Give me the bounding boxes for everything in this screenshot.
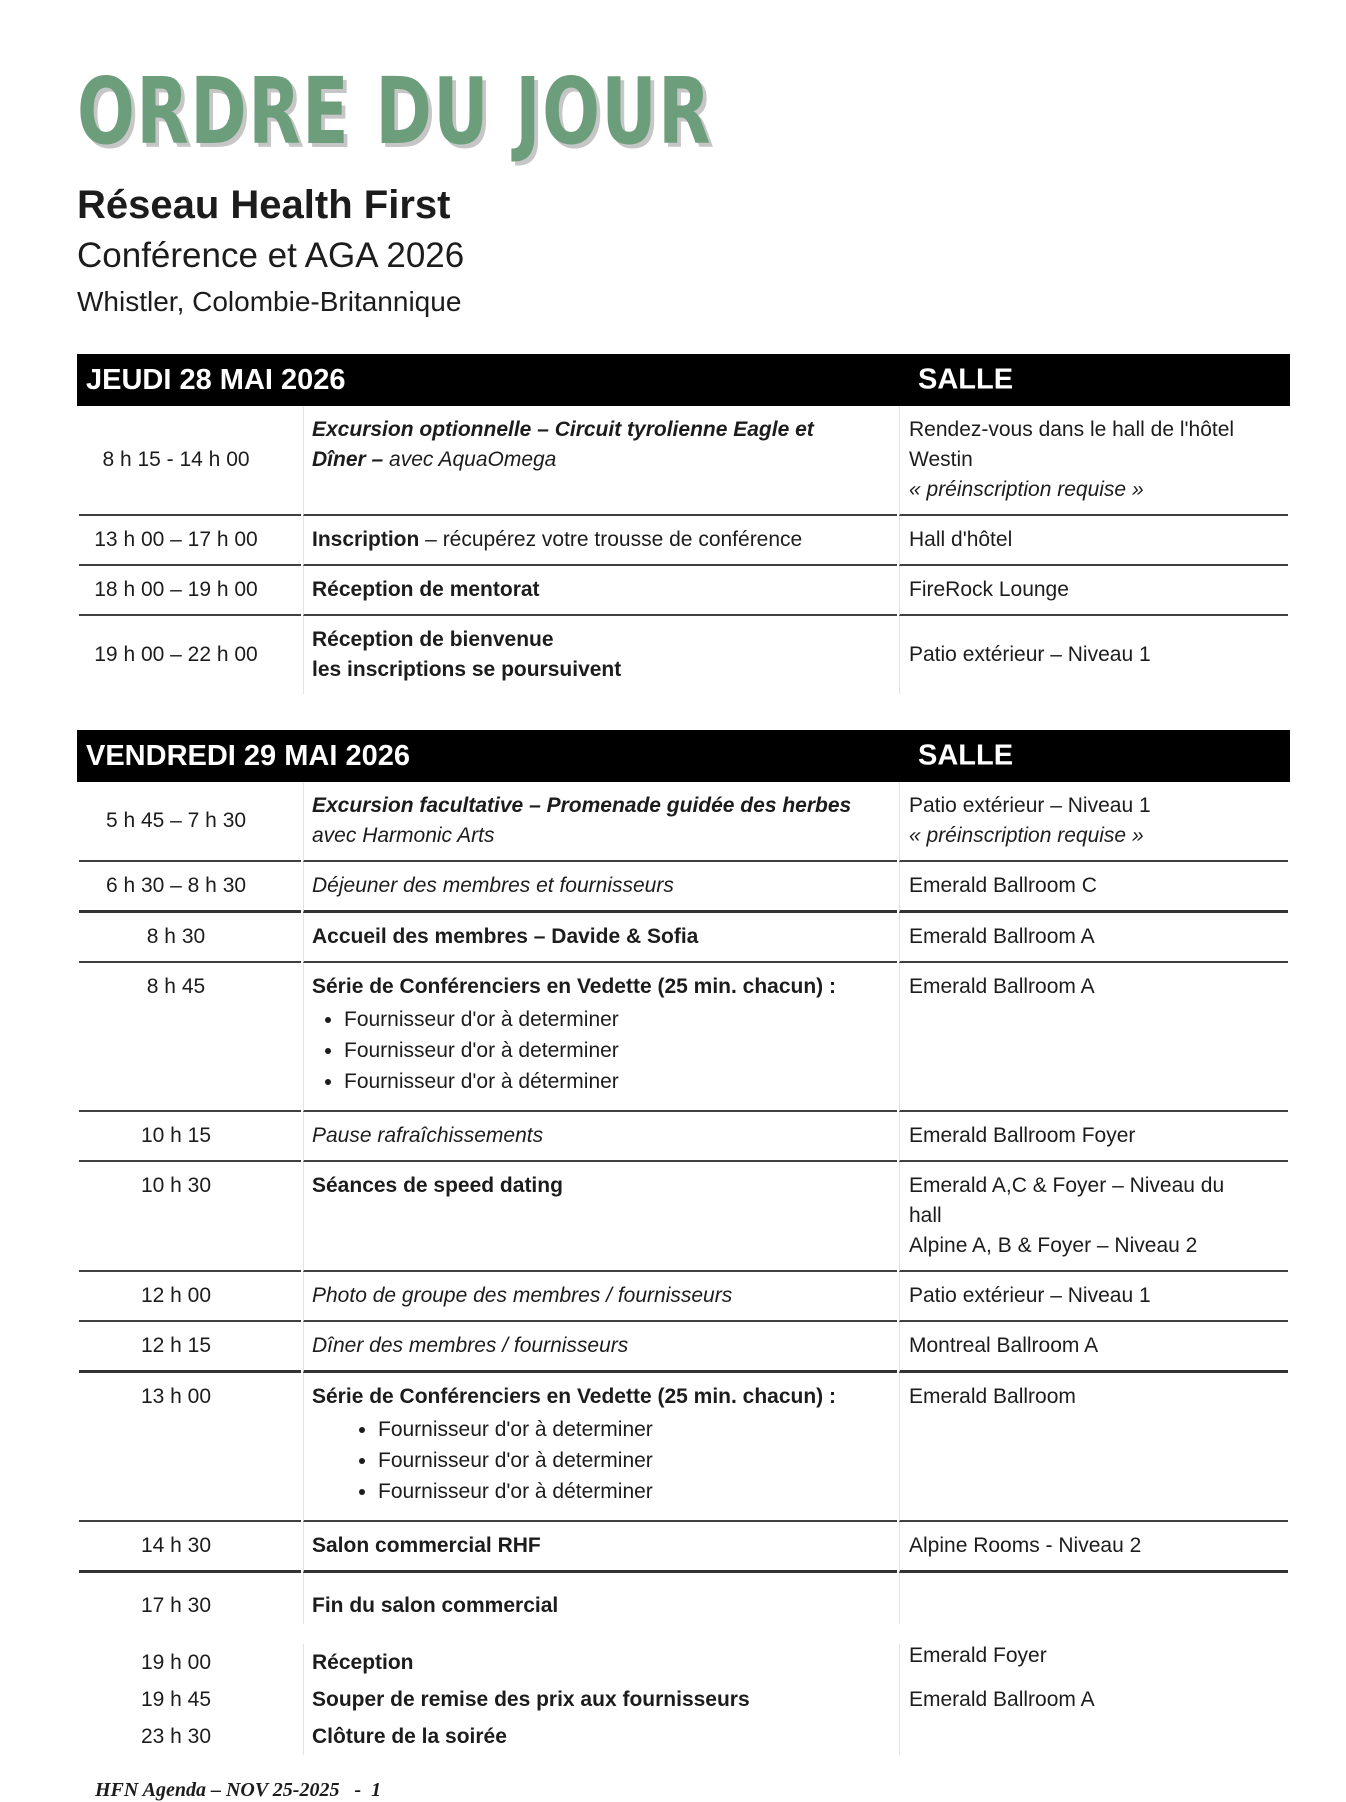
salle-cell <box>899 1322 1288 1373</box>
agenda-row <box>79 406 1288 516</box>
salle-column-header: SALLE <box>918 739 1014 772</box>
text-segment: Montreal Ballroom A <box>909 1334 1099 1358</box>
salle-cell <box>899 862 1288 913</box>
text-segment: Emerald Ballroom C <box>909 874 1097 898</box>
text-segment: Emerald A,C & Foyer – Niveau du <box>909 1174 1225 1198</box>
description-cell <box>303 1373 897 1522</box>
time-cell: 14 h 30 <box>79 1522 301 1573</box>
time-cell: 23 h 30 <box>140 1725 212 1749</box>
day-title: VENDREDI 29 MAI 2026 <box>86 739 410 772</box>
text-segment: Accueil des membres – Davide & Sofia <box>312 925 699 949</box>
day-title: JEUDI 28 MAI 2026 <box>86 363 346 396</box>
text-segment: Alpine A, B & Foyer – Niveau 2 <box>909 1234 1198 1258</box>
text-segment: Réception de mentorat <box>312 578 540 602</box>
agenda-row <box>79 1162 1288 1272</box>
salle-column-header: SALLE <box>918 363 1014 396</box>
time-cell: 12 h 00 <box>79 1272 301 1322</box>
description-cell <box>303 1718 897 1755</box>
text-line <box>909 475 1282 505</box>
time-cell: 13 h 00 – 17 h 00 <box>79 516 301 566</box>
text-line <box>312 1646 891 1679</box>
text-line <box>312 445 891 475</box>
description-cell <box>303 862 897 913</box>
text-line <box>909 525 1282 555</box>
text-segment: – récupérez votre trousse de conférence <box>419 528 803 552</box>
text-segment: Alpine Rooms - Niveau 2 <box>909 1534 1142 1558</box>
text-segment: « préinscription requise » <box>909 824 1144 848</box>
day-header-bar <box>77 354 1290 406</box>
text-segment: Emerald Ballroom A <box>909 925 1095 949</box>
text-line <box>909 922 1282 952</box>
text-line <box>909 1281 1282 1311</box>
text-line <box>312 1121 891 1151</box>
text-line <box>909 791 1282 821</box>
description-cell <box>303 963 897 1112</box>
agenda-row <box>79 1112 1288 1162</box>
salle-cell <box>899 1272 1288 1322</box>
text-line <box>312 1531 891 1561</box>
agenda-row <box>79 963 1288 1112</box>
bullet-item: • Fournisseur d'or à determiner <box>378 1445 891 1476</box>
salle-cell <box>899 1681 1288 1718</box>
description-cell <box>303 516 897 566</box>
text-line <box>909 640 1282 670</box>
salle-cell <box>899 1522 1288 1573</box>
text-segment: Emerald Ballroom <box>909 1385 1076 1409</box>
text-segment: Série de Conférenciers en Vedette (25 min. chacun) : <box>312 1385 837 1409</box>
agenda-row <box>79 616 1288 694</box>
salle-cell <box>899 616 1288 694</box>
description-cell <box>303 913 897 963</box>
salle-cell <box>899 406 1288 516</box>
description-cell <box>303 1162 897 1272</box>
text-line <box>312 1589 891 1622</box>
salle-cell <box>899 1112 1288 1162</box>
page-title: ORDRE DU JOUR <box>77 58 713 165</box>
description-cell <box>303 1272 897 1322</box>
text-line <box>909 1201 1282 1231</box>
text-segment: Patio extérieur – Niveau 1 <box>909 1284 1151 1308</box>
day-header-bar <box>77 730 1290 782</box>
description-cell <box>303 782 897 862</box>
text-segment: Fin du salon commercial <box>312 1594 559 1618</box>
text-segment: Souper de remise des prix aux fournisseurs <box>312 1688 750 1712</box>
text-line <box>312 1281 891 1311</box>
spacer-cell <box>303 1624 897 1644</box>
text-segment: Rendez-vous dans le hall de l'hôtel <box>909 418 1235 442</box>
time-cell: 17 h 30 <box>140 1594 212 1618</box>
time-cell: 6 h 30 – 8 h 30 <box>79 862 301 913</box>
text-line <box>312 525 891 555</box>
time-cell: 19 h 00 <box>140 1651 212 1675</box>
text-segment: les inscriptions se poursuivent <box>312 658 622 682</box>
salle-cell <box>899 1162 1288 1272</box>
description-cell <box>303 1644 897 1681</box>
text-line <box>909 1121 1282 1151</box>
text-segment: Pause rafraîchissements <box>312 1124 544 1148</box>
description-cell <box>303 406 897 516</box>
text-segment: Emerald Ballroom A <box>909 1688 1095 1712</box>
time-cell: 8 h 15 - 14 h 00 <box>79 406 301 516</box>
bullet-item: • Fournisseur d'or à determiner <box>344 1004 891 1035</box>
text-segment: Clôture de la soirée <box>312 1725 507 1749</box>
text-line <box>312 1331 891 1361</box>
text-segment: avec Harmonic Arts <box>312 824 495 848</box>
agenda-row <box>79 913 1288 963</box>
text-line <box>312 625 891 655</box>
bullet-item: • Fournisseur d'or à déterminer <box>378 1476 891 1507</box>
bullet-list <box>312 1004 891 1097</box>
time-cell: 5 h 45 – 7 h 30 <box>79 782 301 862</box>
text-line <box>909 1683 1282 1716</box>
text-segment: Westin <box>909 448 973 472</box>
time-cell: 18 h 00 – 19 h 00 <box>79 566 301 616</box>
time-cell: 12 h 15 <box>79 1322 301 1373</box>
agenda-row <box>79 1681 1288 1718</box>
bullet-item: • Fournisseur d'or à déterminer <box>344 1066 891 1097</box>
text-line <box>909 415 1282 445</box>
salle-cell <box>899 782 1288 862</box>
bullet-item: • Fournisseur d'or à determiner <box>344 1035 891 1066</box>
day-section-vendredi <box>77 730 1290 1755</box>
text-segment: FireRock Lounge <box>909 578 1069 602</box>
text-line <box>312 972 891 1002</box>
text-segment: Patio extérieur – Niveau 1 <box>909 643 1151 667</box>
text-segment: Salon commercial RHF <box>312 1534 541 1558</box>
time-cell: 19 h 45 <box>140 1688 212 1712</box>
text-line <box>312 575 891 605</box>
text-segment: « préinscription requise » <box>909 478 1144 502</box>
text-segment: Dîner des membres / fournisseurs <box>312 1334 629 1358</box>
text-line <box>909 1639 1282 1672</box>
agenda-row <box>79 1573 1288 1624</box>
salle-cell <box>899 516 1288 566</box>
text-segment: Dîner – <box>312 448 384 472</box>
text-line <box>312 655 891 685</box>
text-line <box>312 1720 891 1753</box>
text-segment: Excursion optionnelle – Circuit tyrolienne Eagle et <box>312 418 814 442</box>
agenda-row <box>79 1522 1288 1573</box>
description-cell <box>303 1522 897 1573</box>
description-cell <box>303 566 897 616</box>
text-line <box>909 1231 1282 1261</box>
salle-cell <box>899 1644 1288 1681</box>
location-line: Whistler, Colombie-Britannique <box>77 285 462 317</box>
agenda-row <box>79 1272 1288 1322</box>
organization-name: Réseau Health First <box>77 182 451 227</box>
text-line <box>312 922 891 952</box>
salle-cell <box>899 566 1288 616</box>
description-cell <box>303 1681 897 1718</box>
description-cell <box>303 1112 897 1162</box>
text-line <box>909 575 1282 605</box>
text-segment: Série de Conférenciers en Vedette (25 min. chacun) : <box>312 975 837 999</box>
text-segment: hall <box>909 1204 942 1228</box>
bullet-list <box>312 1414 891 1507</box>
text-segment: Patio extérieur – Niveau 1 <box>909 794 1151 818</box>
day-section-jeudi <box>77 354 1290 694</box>
agenda-row <box>79 1322 1288 1373</box>
text-line <box>909 1171 1282 1201</box>
bullet-item: • Fournisseur d'or à determiner <box>378 1414 891 1445</box>
time-cell: 13 h 00 <box>79 1373 301 1522</box>
text-line <box>909 445 1282 475</box>
text-segment: Photo de groupe des membres / fournisseurs <box>312 1284 733 1308</box>
text-line <box>909 821 1282 851</box>
text-segment: Emerald Ballroom A <box>909 975 1095 999</box>
agenda-row <box>79 862 1288 913</box>
agenda-row <box>79 1644 1288 1681</box>
footer-note: HFN Agenda – NOV 25-2025 - 1 <box>95 1779 382 1802</box>
salle-cell <box>899 963 1288 1112</box>
description-cell <box>303 1322 897 1373</box>
text-line <box>909 1531 1282 1561</box>
description-cell <box>303 1573 897 1624</box>
salle-cell <box>899 1573 1288 1624</box>
text-segment: Séances de speed dating <box>312 1174 563 1198</box>
text-segment: Excursion facultative – Promenade guidée des herbes <box>312 794 852 818</box>
text-line <box>312 1171 891 1201</box>
text-line <box>909 1331 1282 1361</box>
text-segment: Hall d'hôtel <box>909 528 1013 552</box>
agenda-row <box>79 516 1288 566</box>
text-line <box>909 972 1282 1002</box>
agenda-row <box>79 1373 1288 1522</box>
agenda-row <box>79 1718 1288 1755</box>
conference-subtitle: Conférence et AGA 2026 <box>77 235 465 275</box>
text-line <box>312 791 891 821</box>
text-segment: Déjeuner des membres et fournisseurs <box>312 874 674 898</box>
agenda-table <box>77 406 1290 694</box>
agenda-row <box>79 566 1288 616</box>
time-cell: 19 h 00 – 22 h 00 <box>94 643 258 667</box>
salle-cell <box>899 913 1288 963</box>
time-cell: 10 h 15 <box>79 1112 301 1162</box>
text-segment: Inscription <box>312 528 420 552</box>
spacer-cell <box>79 1624 301 1644</box>
text-segment: Réception de bienvenue <box>312 628 554 652</box>
agenda-row <box>79 782 1288 862</box>
text-line <box>909 1382 1282 1412</box>
text-line <box>312 415 891 445</box>
text-segment: avec AquaOmega <box>383 448 557 472</box>
time-cell: 10 h 30 <box>79 1162 301 1272</box>
salle-cell <box>899 1718 1288 1755</box>
text-line <box>312 871 891 901</box>
description-cell <box>303 616 897 694</box>
text-segment: Réception <box>312 1651 414 1675</box>
agenda-table <box>77 782 1290 1755</box>
text-line <box>909 871 1282 901</box>
text-segment: Emerald Foyer <box>909 1644 1047 1668</box>
time-cell: 8 h 30 <box>79 913 301 963</box>
text-line <box>312 821 891 851</box>
text-line <box>312 1382 891 1412</box>
text-segment: Emerald Ballroom Foyer <box>909 1124 1136 1148</box>
text-line <box>312 1683 891 1716</box>
salle-cell <box>899 1373 1288 1522</box>
time-cell: 8 h 45 <box>79 963 301 1112</box>
